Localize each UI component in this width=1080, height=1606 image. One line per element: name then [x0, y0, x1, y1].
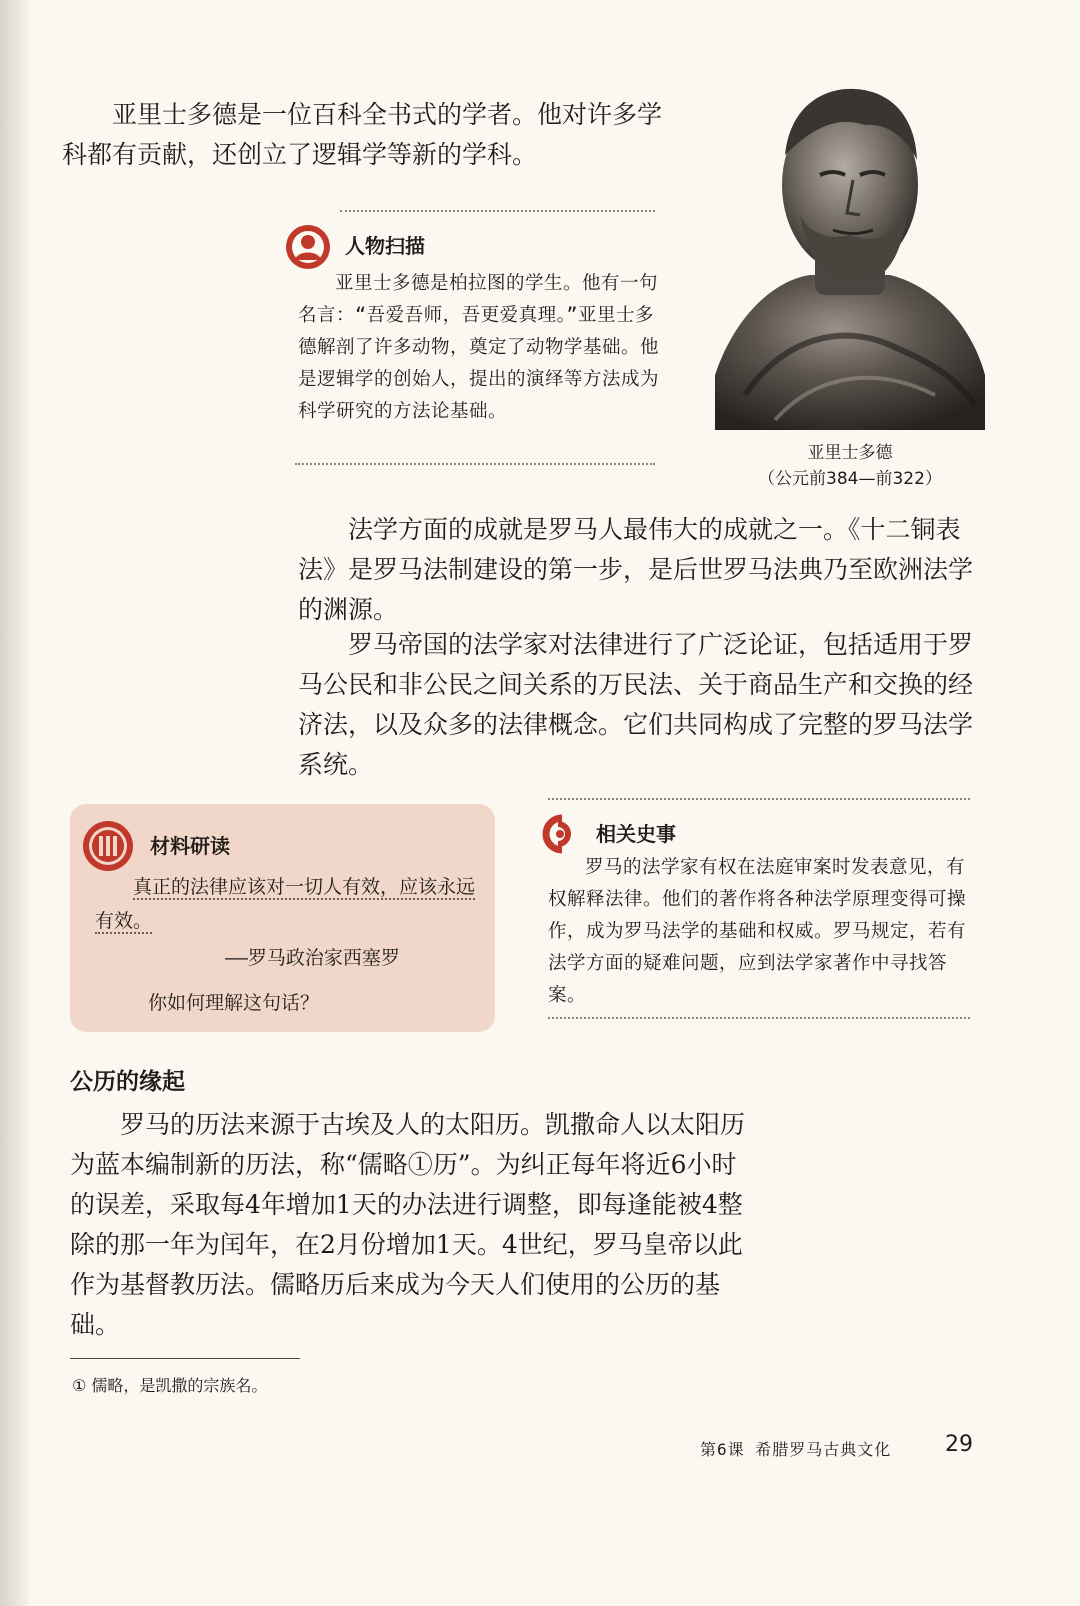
related-history-top-divider	[548, 798, 970, 800]
law-paragraph-2: 罗马帝国的法学家对法律进行了广泛论证，包括适用于罗马公民和非公民之间关系的万民法、关于商品生产和交换的经济法，以及众多的法律概念。它们共同构成了完整的罗马法学系统。	[298, 630, 974, 779]
person-scan-title: 人物扫描	[345, 234, 425, 258]
intro-paragraph: 亚里士多德是一位百科全书式的学者。他对许多学科都有贡献，还创立了逻辑学等新的学科。	[62, 100, 663, 169]
material-study-title: 材料研读	[150, 834, 230, 858]
related-history-text: 罗马的法学家有权在法庭审案时发表意见，有权解释法律。他们的著作将各种法学原理变得可操作，成为罗马法学的基础和权威。罗马规定，若有法学方面的疑难问题，应到法学家著作中寻找答案。	[548, 857, 967, 1006]
person-scan-bottom-divider	[295, 463, 655, 465]
person-icon	[283, 222, 337, 272]
related-history-title: 相关史事	[596, 822, 676, 846]
figure-caption-name: 亚里士多德	[807, 443, 893, 463]
material-quote	[95, 870, 480, 938]
material-quote-author: ——罗马政治家西塞罗	[225, 947, 400, 969]
related-history-bottom-divider	[548, 1017, 970, 1019]
section-heading-calendar: 公历的缘起	[70, 1069, 185, 1095]
footnote-rule	[70, 1358, 300, 1359]
material-quote-text: 真正的法律应该对一切人有效，应该永远有效。	[95, 876, 476, 932]
aristotle-bust-image	[715, 75, 985, 430]
law-paragraph-1: 法学方面的成就是罗马人最伟大的成就之一。《十二铜表法》是罗马法制建设的第一步，是后世罗马法典乃至欧洲法学的渊源。	[298, 515, 974, 624]
material-question: 你如何理解这句话？	[148, 992, 320, 1014]
figure-caption-years: （公元前384—前322）	[758, 469, 942, 489]
material-study-icon	[80, 818, 136, 874]
person-scan-top-divider	[340, 210, 655, 212]
running-footer-title: 第6课 希腊罗马古典文化	[700, 1440, 892, 1459]
related-history-icon	[532, 810, 588, 858]
page-number: 29	[945, 1432, 973, 1457]
calendar-paragraph: 罗马的历法来源于古埃及人的太阳历。凯撒命人以太阳历为蓝本编制新的历法，称“儒略①历”。为纠正每年将近6小时的误差，采取每4年增加1天的办法进行调整，即每逢能被4整除的那一年为闰年，在2月份增加1天。4世纪，罗马皇帝以此作为基督教历法。儒略历后来成为今天人们使用的公历的基础。	[70, 1110, 746, 1339]
footnote: ① 儒略，是凯撒的宗族名。	[72, 1376, 268, 1395]
page-gutter-shadow	[0, 0, 28, 1606]
person-scan-text: 亚里士多德是柏拉图的学生。他有一句名言：“吾爱吾师，吾更爱真理。”亚里士多德解剖了许多动物，奠定了动物学基础。他是逻辑学的创始人，提出的演绎等方法成为科学研究的方法论基础。	[298, 273, 660, 422]
